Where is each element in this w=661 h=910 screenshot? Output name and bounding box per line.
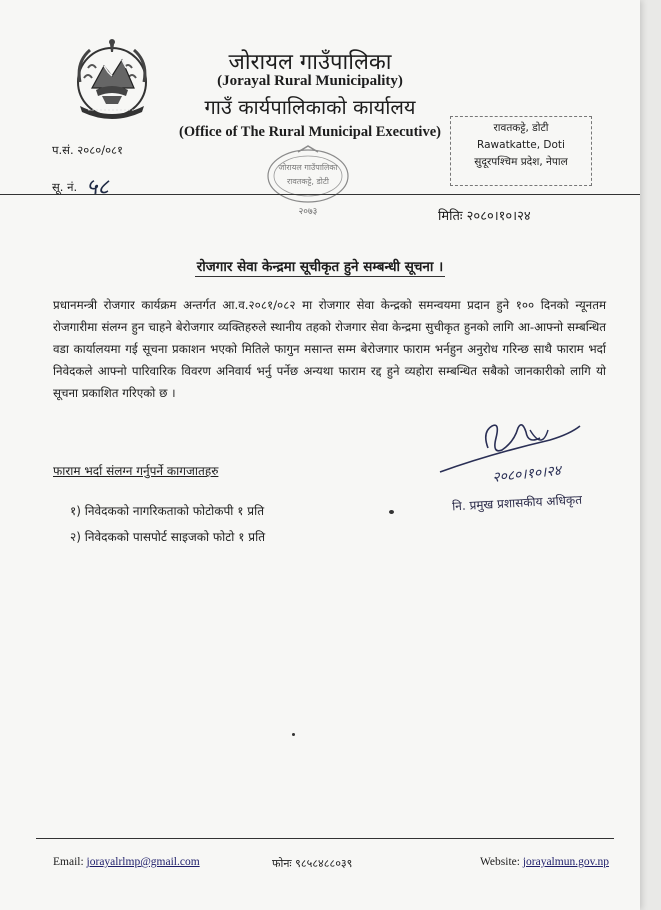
letter-date: मितिः २०८०।१०।२४ (438, 209, 531, 224)
dispatch-label: सू. नं. (52, 180, 78, 194)
website-label: Website: (480, 856, 520, 868)
documents-title: फाराम भर्दा संलग्न गर्नुपर्ने कागजातहरु (53, 464, 219, 478)
notice-body: प्रधानमन्त्री रोजगार कार्यक्रम अन्तर्गत आ.व.२०८१/०८२ मा रोजगार सेवा केन्द्रको समन्वयमा प्रदान हुने १०० दिनको न्यूनतम रोजगारीमा संलग्न हुन चाहने बेरोजगार व्यक्तिहरुले स्थानीय तहको रोजगार सेवा केन्द्रमा सुचीकृत हुनको लागि आ-आफ्नो सम्बन्धित वडा कार्यालयमा गई सूचना प्रकाशन भएको मितिले फागुन मसान्त सम्म बेरोजगार फाराम भर्नहुन अनुरोध गरिन्छ साथै फाराम भर्दा निवेदकले आफ्नो पारिवारिक विवरण अनिवार्य भर्नु पर्नेछ अन्यथा फाराम रद्द हुने व्यहोरा सम्बन्धित सबैको जानकारीको लागि यो सूचना प्रकाशित गरिएको छ । (53, 298, 606, 400)
footer-email (53, 856, 200, 868)
municipality-title-np: जोरायल गाउँपालिका (228, 50, 392, 75)
footer-divider (36, 838, 614, 839)
signature (430, 420, 610, 490)
footer-phone: फोनः ९८५८४८८०३९ (272, 857, 353, 870)
address-line-1: रावतकट्टे, डोटी (493, 122, 549, 134)
header-divider (0, 194, 640, 195)
stamp-year: २०७३ (298, 207, 318, 217)
documents-list (70, 498, 265, 550)
subject-line (0, 256, 640, 277)
footer-website (480, 856, 609, 868)
municipality-title-en: (Jorayal Rural Municipality) (217, 73, 403, 89)
list-item: १) निवेदकको नागरिकताको फोटोकपी १ प्रति (70, 504, 265, 518)
website-link[interactable]: jorayalmun.gov.np (522, 856, 609, 868)
address-line-3: सुदूरपश्चिम प्रदेश, नेपाल (474, 156, 568, 168)
office-title-np: गाउँ कार्यपालिकाको कार्यालय (204, 95, 416, 119)
stamp-line-2: रावतकट्टे, डोटी (287, 177, 329, 186)
subject-text: रोजगार सेवा केन्द्रमा सूचीकृत हुने सम्बन्धी सूचना । (196, 259, 444, 275)
nepal-emblem-icon (66, 38, 158, 120)
signatory-title: नि. प्रमुख प्रशासकीय अधिकृत (451, 492, 583, 514)
ink-mark (389, 510, 394, 514)
stamp-line-1: जोरायल गाउँपालिका (278, 163, 338, 172)
office-stamp (262, 142, 354, 220)
signature-date: २०८०।१०।२४ (491, 462, 562, 486)
list-item: २) निवेदकको पासपोर्ट साइजको फोटो १ प्रति (70, 530, 266, 544)
reference-number: प.सं. २०८०/०८१ (52, 143, 124, 157)
email-link[interactable]: jorayalrlmp@gmail.com (86, 856, 200, 868)
office-title-en: (Office of The Rural Municipal Executive) (179, 124, 441, 140)
address-box (450, 116, 592, 186)
address-line-2: Rawatkatte, Doti (477, 139, 565, 151)
dispatch-number: ५८ (86, 174, 109, 199)
ink-mark (292, 733, 295, 736)
email-label: Email: (53, 856, 84, 868)
